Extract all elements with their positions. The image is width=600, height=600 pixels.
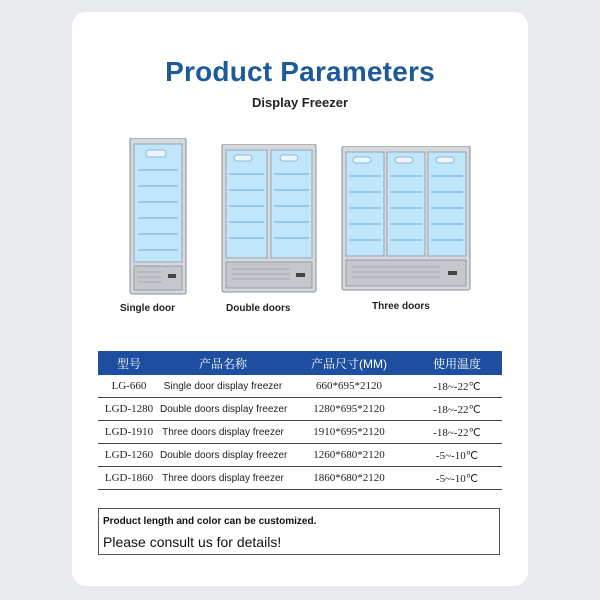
- header-product-name: 产品名称: [160, 351, 286, 375]
- specifications-table: [98, 351, 502, 490]
- cell-size: 1910*695*2120: [286, 421, 412, 444]
- cell-model: LGD-1910: [98, 421, 160, 444]
- cell-size: 1280*695*2120: [286, 398, 412, 421]
- table-row: [98, 398, 502, 421]
- cell-product-name: Double doors display freezer: [160, 398, 286, 421]
- cell-product-name: Double doors display freezer: [160, 444, 286, 467]
- customization-note-box: [98, 508, 500, 555]
- table-header-row: [98, 351, 502, 375]
- cell-model: LG-660: [98, 375, 160, 398]
- cell-temperature: -5~-10℃: [412, 467, 502, 490]
- table-row: [98, 467, 502, 490]
- three-doors-label: Three doors: [372, 301, 430, 312]
- cell-size: 1260*680*2120: [286, 444, 412, 467]
- cell-temperature: -5~-10℃: [412, 444, 502, 467]
- table-row: [98, 421, 502, 444]
- header-temperature: 使用温度: [412, 351, 502, 375]
- header-product-size: 产品尺寸(MM): [286, 351, 412, 375]
- cell-temperature: -18~-22℃: [412, 375, 502, 398]
- cell-product-name: Three doors display freezer: [160, 467, 286, 490]
- page-title: Product Parameters: [165, 56, 435, 87]
- table-row: [98, 444, 502, 467]
- product-card: [72, 12, 528, 586]
- three-door-freezer-image: [340, 146, 472, 292]
- cell-size: 1860*680*2120: [286, 467, 412, 490]
- cell-temperature: -18~-22℃: [412, 421, 502, 444]
- cell-product-name: Single door display freezer: [160, 375, 286, 398]
- cell-size: 660*695*2120: [286, 375, 412, 398]
- cell-model: LGD-1860: [98, 467, 160, 490]
- cell-product-name: Three doors display freezer: [160, 421, 286, 444]
- customization-note: Product length and color can be customized.: [103, 516, 317, 527]
- double-doors-label: Double doors: [226, 303, 291, 314]
- consult-note: Please consult us for details!: [103, 534, 282, 550]
- cell-model: LGD-1280: [98, 398, 160, 421]
- header-model: 型号: [98, 351, 160, 375]
- single-door-freezer-image: [126, 138, 190, 296]
- table-row: [98, 375, 502, 398]
- cell-model: LGD-1260: [98, 444, 160, 467]
- cell-temperature: -18~-22℃: [412, 398, 502, 421]
- double-door-freezer-image: [220, 144, 318, 294]
- single-door-label: Single door: [120, 303, 175, 314]
- page-subtitle: Display Freezer: [251, 95, 349, 110]
